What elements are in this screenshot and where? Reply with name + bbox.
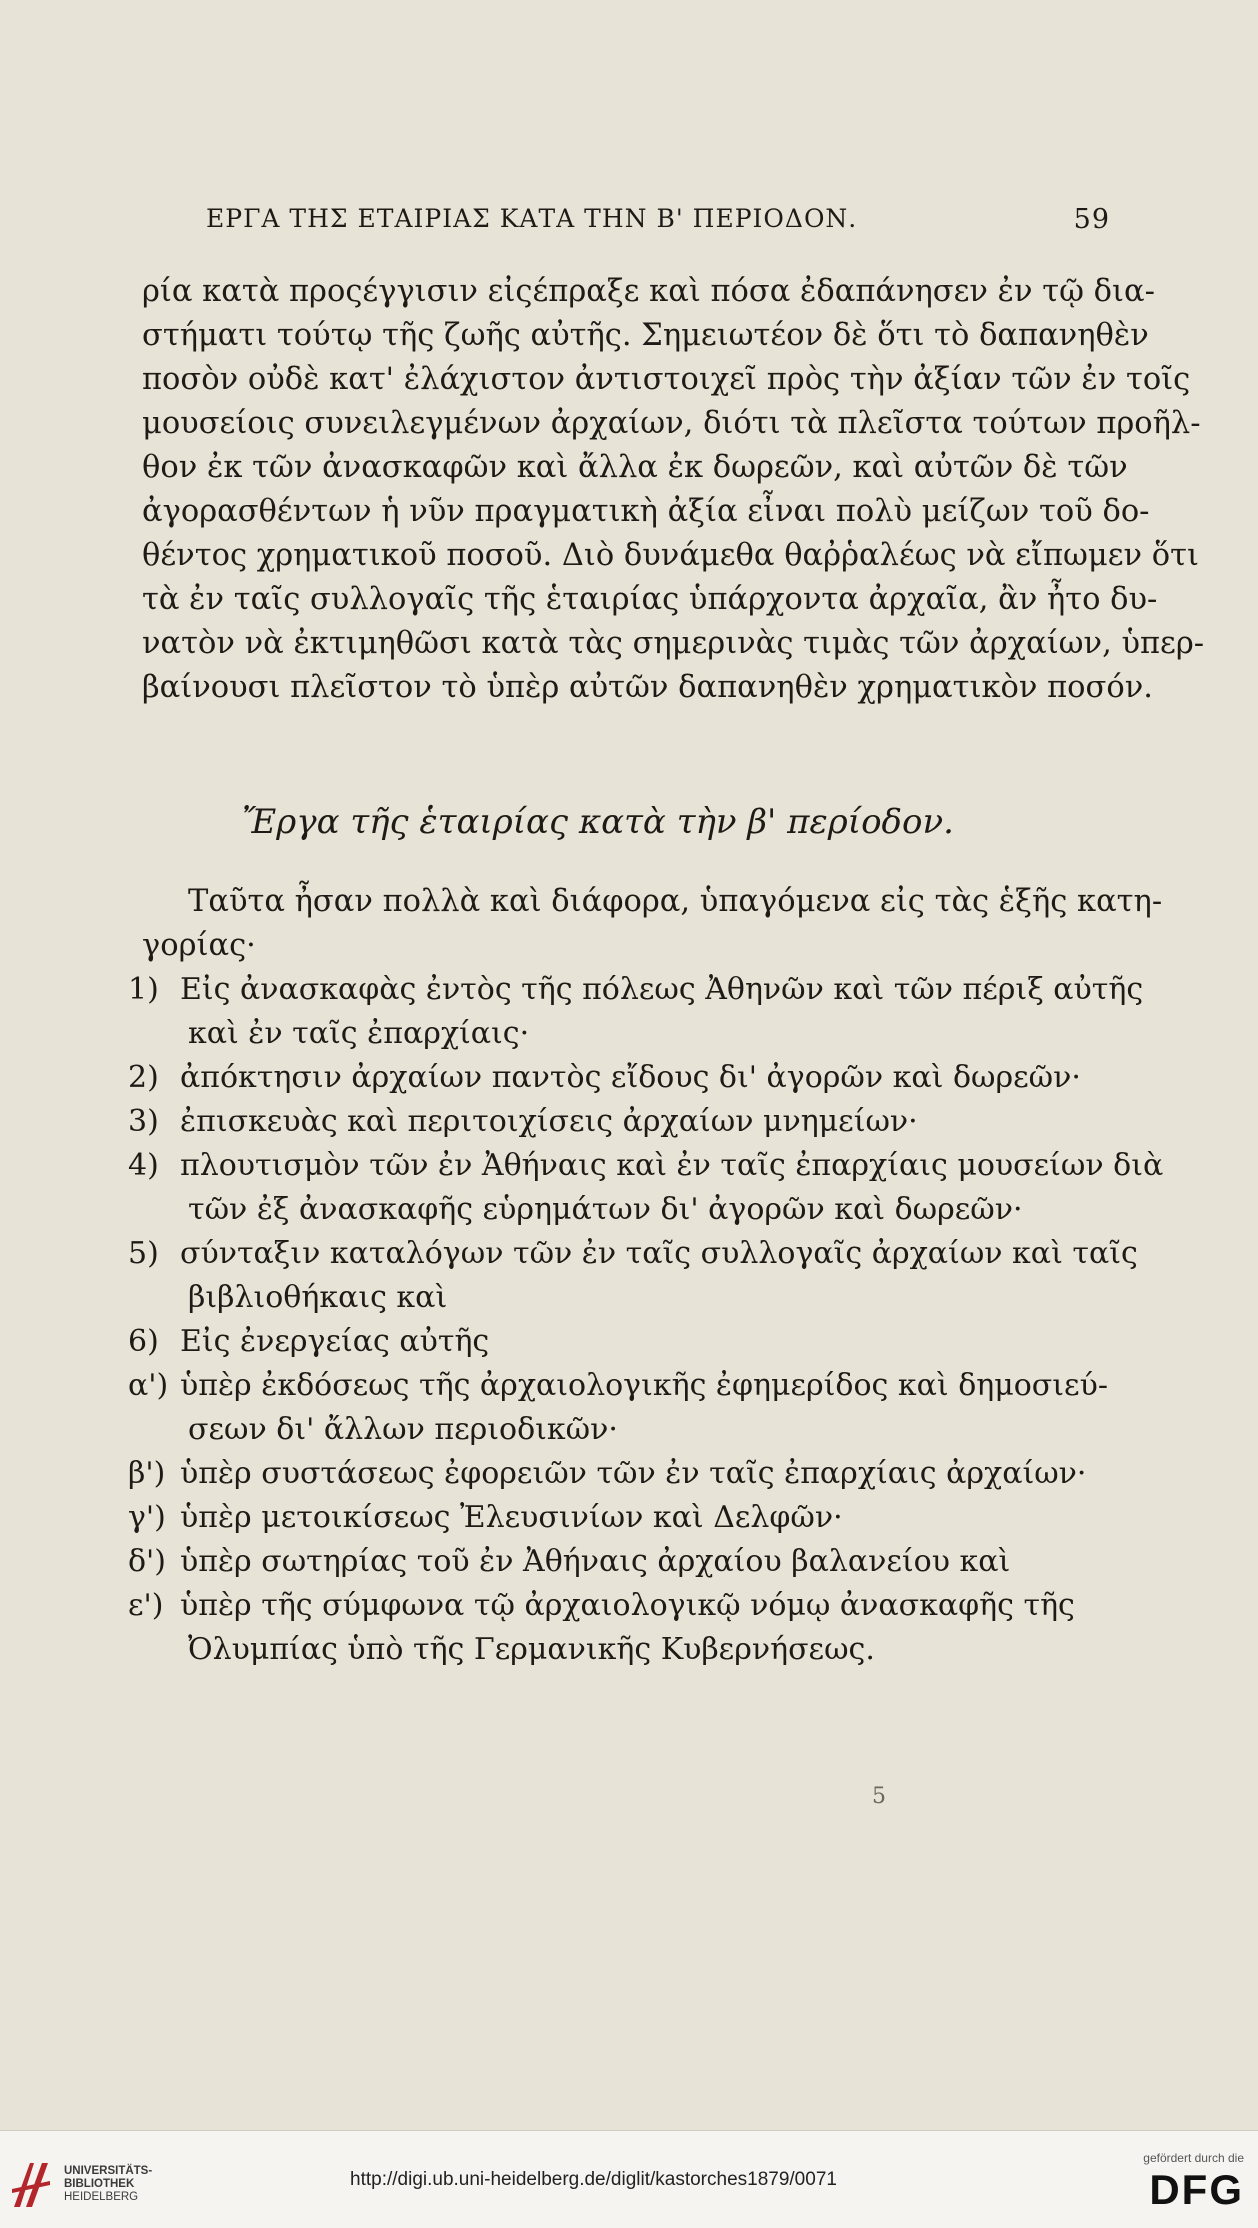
item-number: δ') [128,1544,167,1579]
item-number: 6) [128,1324,159,1359]
list-item [128,1496,1012,1540]
text-line: γορίας· [142,928,256,963]
list-item [128,1232,1138,1276]
header-page-number: 59 [1073,204,1110,235]
text-line: ποσὸν οὐδὲ κατ' ἐλάχιστον ἀντιστοιχεῖ πρὸς τὴν ἀξίαν τῶν ἐν τοῖς [142,362,1191,397]
text-line: Ταῦτα ἦσαν πολλὰ καὶ διάφορα, ὑπαγόμενα εἰς τὰς ἑξῆς κατη- [188,884,1163,919]
item-continuation: Ὀλυμπίας ὑπὸ τῆς Γερμανικῆς Κυβερνήσεως. [188,1632,875,1667]
funded-by-label: gefördert durch die [1143,2151,1244,2165]
list-item [128,1364,1108,1408]
library-seal-icon [10,2159,52,2211]
list-item [128,1320,1012,1364]
text-line: μουσείοις συνειλεγμένων ἀρχαίων, διότι τὰ πλεῖστα τούτων προῆλ- [142,406,1201,441]
list-item [128,1100,1012,1144]
page-content [128,0,1205,2130]
list-item [128,1452,1087,1496]
text-line: ρία κατὰ προςέγγισιν εἰςέπραξε καὶ πόσα ἐδαπάνησεν ἐν τῷ δια- [142,274,1155,309]
item-text: ὑπὲρ μετοικίσεως Ἐλευσινίων καὶ Δελφῶν· [180,1500,843,1535]
section-heading: Ἔργα τῆς ἑταιρίας κατὰ τὴν β' περίοδον. [242,802,954,842]
item-number: 4) [128,1148,159,1183]
item-number: γ') [128,1500,166,1535]
item-number: 3) [128,1104,159,1139]
text-line: βαίνουσι πλεῖστον τὸ ὑπὲρ αὐτῶν δαπανηθὲν χρηματικὸν ποσόν. [142,670,1153,705]
item-text: ὑπὲρ συστάσεως ἐφορειῶν τῶν ἐν ταῖς ἐπαρχίαις ἀρχαίων· [180,1456,1087,1491]
list-item [128,1144,1164,1188]
library-line-2: BIBLIOTHEK [64,2178,135,2190]
item-number: 1) [128,972,159,1007]
library-line-3: HEIDELBERG [64,2191,139,2203]
text-line: τὰ ἐν ταῖς συλλογαῖς τῆς ἑταιρίας ὑπάρχοντα ἀρχαῖα, ἂν ἦτο δυ- [142,582,1158,617]
list-item [128,1584,1075,1628]
text-line: θον ἐκ τῶν ἀνασκαφῶν καὶ ἄλλα ἐκ δωρεῶν, καὶ αὐτῶν δὲ τῶν [142,450,1128,485]
item-text: πλουτισμὸν τῶν ἐν Ἀθήναις καὶ ἐν ταῖς ἐπαρχίαις μουσείων διὰ [180,1148,1164,1183]
item-number: 2) [128,1060,159,1095]
item-text: ἐπισκευὰς καὶ περιτοιχίσεις ἀρχαίων μνημείων· [180,1104,918,1139]
item-continuation: καὶ ἐν ταῖς ἐπαρχίαις· [188,1016,530,1051]
item-continuation: σεων δι' ἄλλων περιοδικῶν· [188,1412,618,1447]
item-text: Εἰς ἐνεργείας αὐτῆς [180,1324,490,1359]
item-number: ε') [128,1588,164,1623]
item-text: ὑπὲρ ἐκδόσεως τῆς ἀρχαιολογικῆς ἐφημερίδος καὶ δημοσιεύ- [180,1368,1108,1403]
item-text: ὑπὲρ τῆς σύμφωνα τῷ ἀρχαιολογικῷ νόμῳ ἀνασκαφῆς τῆς [180,1588,1075,1623]
item-number: 5) [128,1236,159,1271]
university-library-logo[interactable] [10,2159,170,2215]
text-line: νατὸν νὰ ἐκτιμηθῶσι κατὰ τὰς σημερινὰς τιμὰς τῶν ἀρχαίων, ὑπερ- [142,626,1205,661]
list-item [128,968,1144,1012]
list-item [128,1540,1012,1584]
item-continuation: τῶν ἐξ ἀνασκαφῆς εὑρημάτων δι' ἀγορῶν καὶ δωρεῶν· [188,1192,1023,1227]
text-line: θέντος χρηματικοῦ ποσοῦ. Διὸ δυνάμεθα θαῤῥαλέως νὰ εἴπωμεν ὅτι [142,538,1199,573]
item-number: α') [128,1368,169,1403]
dfg-wordmark: DFG [1149,2166,1244,2213]
list-item [128,1056,1081,1100]
item-text: σύνταξιν καταλόγων τῶν ἐν ταῖς συλλογαῖς ἀρχαίων καὶ ταῖς [180,1236,1138,1271]
text-line: ἀγορασθέντων ἡ νῦν πραγματικὴ ἀξία εἶναι πολὺ μείζων τοῦ δο- [142,494,1150,529]
running-header [142,204,1110,244]
library-name [64,2165,152,2204]
text-line: στήματι τούτῳ τῆς ζωῆς αὐτῆς. Σημειωτέον δὲ ὅτι τὸ δαπανηθὲν [142,318,1149,353]
viewer-footer [0,2130,1258,2228]
permalink-url[interactable]: http://digi.ub.uni-heidelberg.de/diglit/kastorches1879/0071 [350,2169,837,2190]
item-continuation: βιβλιοθήκαις καὶ [188,1280,448,1315]
item-text: Εἰς ἀνασκαφὰς ἐντὸς τῆς πόλεως Ἀθηνῶν καὶ τῶν πέριξ αὐτῆς [180,972,1144,1007]
item-text: ὑπὲρ σωτηρίας τοῦ ἐν Ἀθήναις ἀρχαίου βαλανείου καὶ [180,1544,1011,1579]
item-number: β') [128,1456,166,1491]
header-title: ΕΡΓΑ ΤΗΣ ΕΤΑΙΡΙΑΣ ΚΑΤΑ ΤΗΝ Β' ΠΕΡΙΟΔΟΝ. [206,204,858,233]
signature-mark: 5 [872,1784,886,1809]
dfg-logo[interactable] [1094,2151,1244,2221]
item-text: ἀπόκτησιν ἀρχαίων παντὸς εἴδους δι' ἀγορῶν καὶ δωρεῶν· [180,1060,1081,1095]
library-line-1: UNIVERSITÄTS- [64,2165,153,2177]
